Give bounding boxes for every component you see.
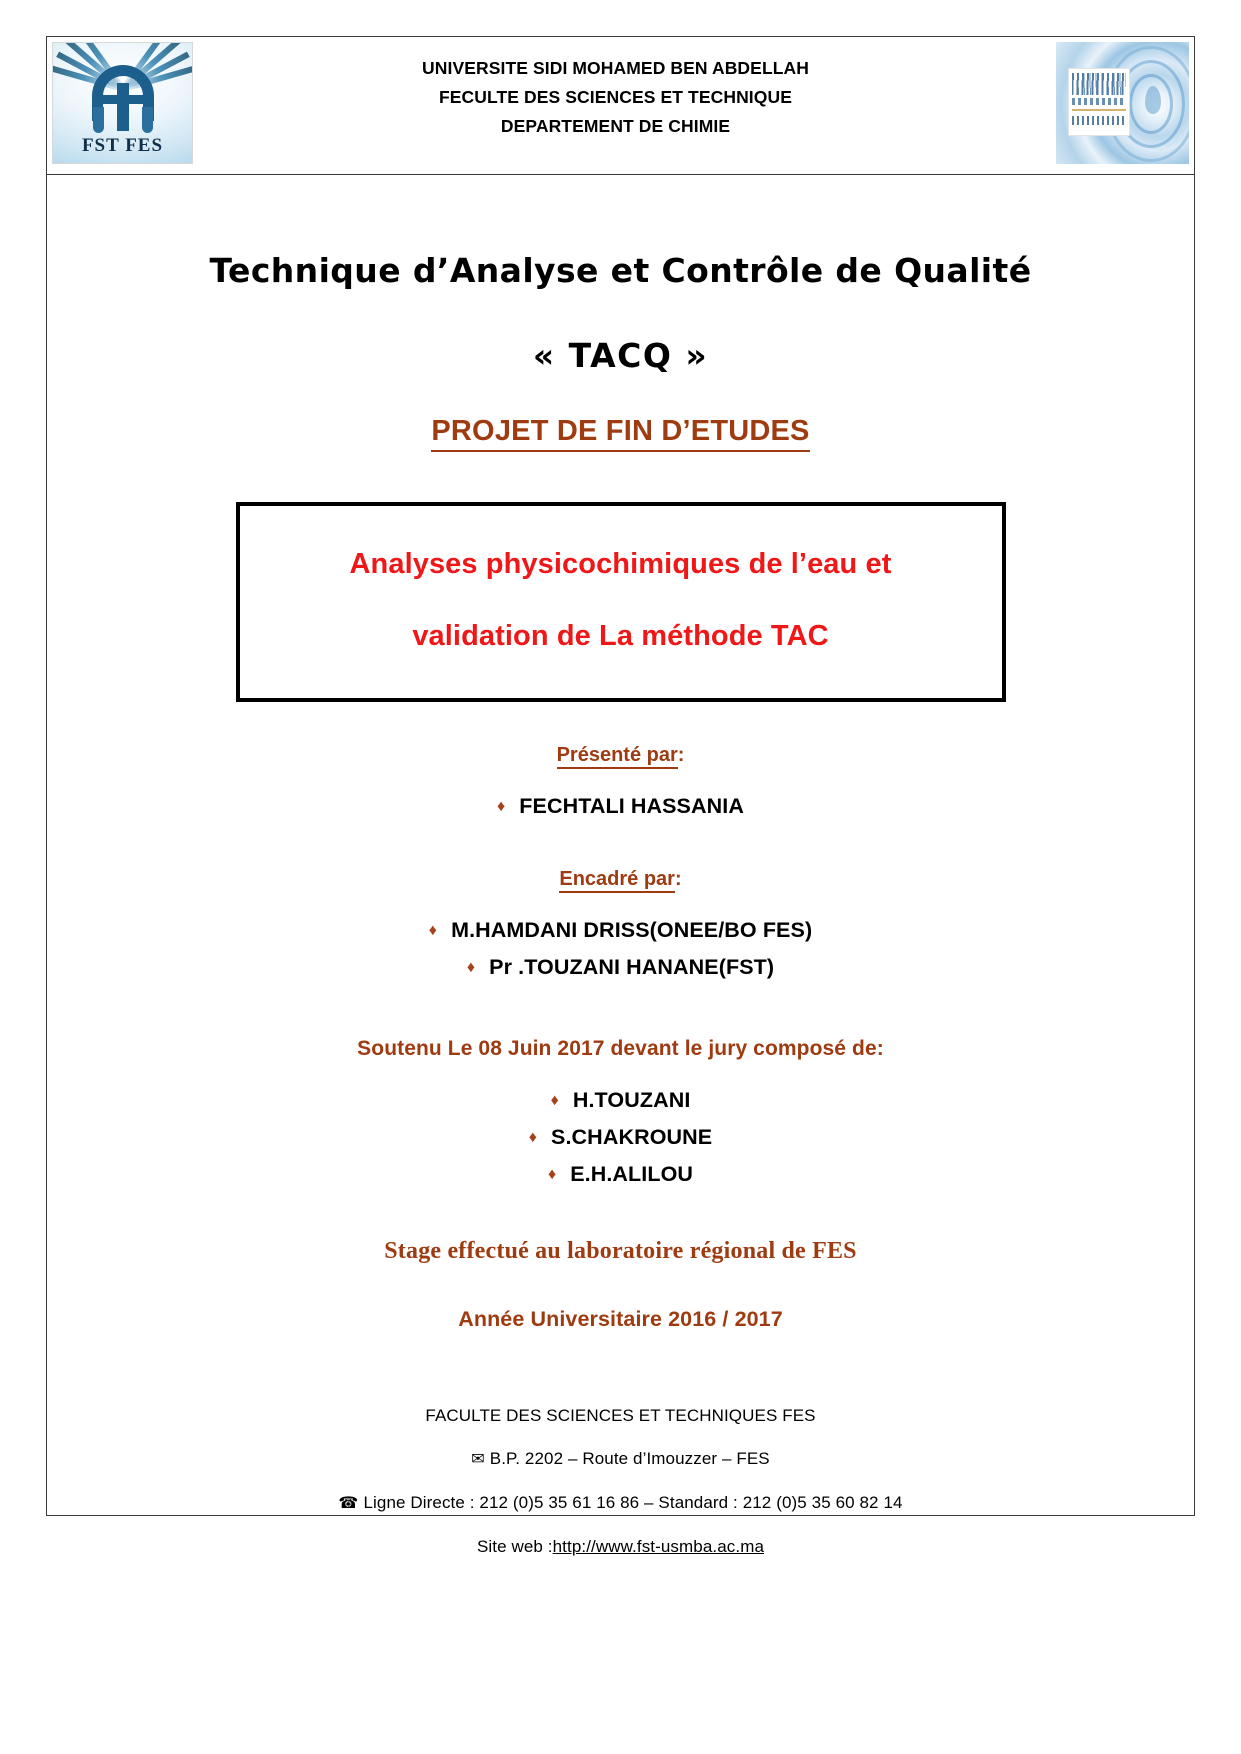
water-drop-shape — [1145, 86, 1161, 114]
supervised-by-colon: : — [674, 868, 682, 890]
document-footer — [46, 1394, 1195, 1568]
diamond-bullet-icon: ♦ — [466, 959, 476, 976]
document-header — [46, 36, 1195, 175]
supervisor-name: Pr .TOUZANI HANANE(FST) — [489, 955, 775, 979]
supervised-by-label — [46, 868, 1195, 891]
footer-institution: FACULTE DES SCIENCES ET TECHNIQUES FES — [425, 1406, 816, 1425]
onee-water-logo-icon — [1056, 42, 1189, 164]
diamond-bullet-icon: ♦ — [528, 1129, 538, 1146]
supervisor-name: M.HAMDANI DRISS(ONEE/BO FES) — [451, 918, 813, 942]
supervised-by-label-underlined: Encadré par — [559, 868, 675, 893]
footer-address: B.P. 2202 – Route d’Imouzzer – FES — [489, 1449, 770, 1468]
arabic-text-block-top — [1072, 73, 1126, 95]
jury-member-name: E.H.ALILOU — [570, 1162, 694, 1186]
arabic-badge — [1068, 68, 1130, 136]
presented-by-list — [46, 789, 1195, 826]
phone-icon: ☎ — [338, 1495, 359, 1512]
header-title-block — [206, 54, 1025, 141]
footer-address-line — [46, 1437, 1195, 1481]
presented-by-colon: : — [677, 744, 685, 766]
list-item — [46, 913, 1195, 950]
list-item — [46, 1120, 1195, 1157]
document-body — [46, 175, 1195, 1568]
program-title: Technique d’Analyse et Contrôle de Qualité — [209, 251, 1032, 290]
presented-by-label — [46, 744, 1195, 767]
footer-website-label: Site web : — [476, 1537, 553, 1556]
internship-line: Stage effectué au laboratoire régional de FES — [384, 1238, 857, 1264]
department-name: DEPARTEMENT DE CHIMIE — [500, 116, 731, 136]
list-item — [46, 789, 1195, 826]
arabic-text-block-bottom — [1072, 116, 1126, 125]
subject-line-1: Analyses physicochimiques de l’eau et — [349, 548, 892, 580]
jury-member-name: H.TOUZANI — [572, 1088, 691, 1112]
list-item — [46, 1157, 1195, 1194]
diamond-bullet-icon: ♦ — [497, 798, 506, 815]
logo-stem-shape — [117, 83, 129, 131]
jury-list — [46, 1083, 1195, 1194]
university-name: UNIVERSITE SIDI MOHAMED BEN ABDELLAH — [422, 58, 809, 78]
diamond-bullet-icon: ♦ — [550, 1092, 559, 1109]
footer-website-url[interactable]: http://www.fst-usmba.ac.ma — [552, 1537, 765, 1556]
logo-left-foot-shape — [93, 107, 104, 133]
subject-box — [236, 502, 1006, 702]
diamond-bullet-icon: ♦ — [547, 1166, 557, 1183]
presenter-name: FECHTALI HASSANIA — [519, 794, 744, 818]
list-item — [46, 1083, 1195, 1120]
page-content — [46, 36, 1195, 1556]
jury-intro: Soutenu Le 08 Juin 2017 devant le jury composé de: — [357, 1037, 884, 1060]
list-item — [46, 950, 1195, 987]
fst-fes-logo-text: FST FES — [81, 135, 164, 156]
presented-by-label-underlined: Présenté par — [557, 744, 678, 769]
program-acronym: « TACQ » — [532, 336, 709, 375]
footer-phones: Ligne Directe : 212 (0)5 35 61 16 86 – Standard : 212 (0)5 35 60 82 14 — [363, 1493, 903, 1512]
badge-divider — [1072, 109, 1126, 111]
footer-website-line — [46, 1525, 1195, 1568]
footer-phone-line — [46, 1481, 1195, 1525]
supervised-by-list — [46, 913, 1195, 987]
document-type-heading — [46, 415, 1195, 448]
fst-fes-logo-icon — [52, 42, 193, 164]
academic-year-line: Année Universitaire 2016 / 2017 — [458, 1307, 783, 1331]
logo-right-foot-shape — [142, 107, 153, 133]
diamond-bullet-icon: ♦ — [428, 922, 438, 939]
fax-icon: ✉ — [471, 1451, 485, 1468]
jury-member-name: S.CHAKROUNE — [551, 1125, 713, 1149]
arabic-text-line — [1072, 98, 1126, 105]
faculty-name: FECULTE DES SCIENCES ET TECHNIQUE — [438, 87, 792, 107]
document-type-text: PROJET DE FIN D’ETUDES — [431, 415, 809, 452]
subject-line-2: validation de La méthode TAC — [412, 620, 829, 652]
